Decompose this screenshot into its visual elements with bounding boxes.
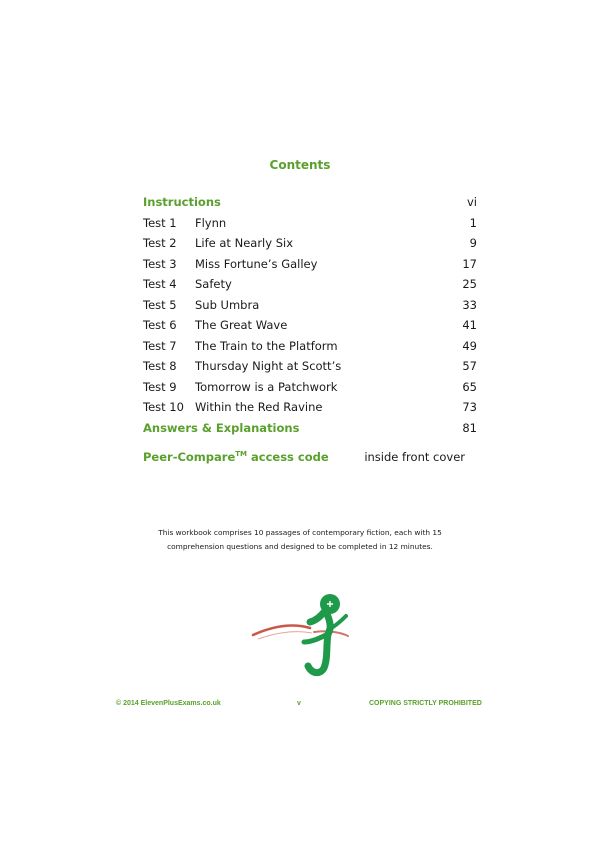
toc-test-number: Test 3 bbox=[143, 256, 177, 271]
footer-page-number: v bbox=[297, 700, 301, 707]
toc-test-title: The Great Wave bbox=[195, 318, 288, 332]
toc-test-row[interactable] bbox=[143, 276, 477, 297]
toc-test-title: Tomorrow is a Patchwork bbox=[195, 379, 338, 394]
footer-copying-notice: COPYING STRICTLY PROHIBITED bbox=[369, 700, 482, 707]
peer-compare-label: Peer-Compare™ access code bbox=[143, 450, 329, 464]
toc-test-title: Thursday Night at Scott’s bbox=[195, 359, 342, 373]
toc-test-title: Safety bbox=[195, 277, 232, 291]
toc-test-row[interactable] bbox=[143, 235, 477, 256]
toc-answers-page: 81 bbox=[462, 420, 477, 435]
table-of-contents bbox=[143, 194, 477, 440]
toc-test-title: Within the Red Ravine bbox=[195, 400, 323, 414]
trademark-mark: TM bbox=[235, 450, 248, 458]
toc-test-row[interactable] bbox=[143, 317, 477, 338]
workbook-note-line-2: comprehension questions and designed to be completed in 12 minutes. bbox=[167, 542, 433, 551]
page-title: Contents bbox=[269, 158, 331, 172]
toc-answers[interactable] bbox=[143, 420, 477, 441]
toc-test-row[interactable] bbox=[143, 358, 477, 379]
toc-test-row[interactable] bbox=[143, 256, 477, 277]
toc-test-number: Test 5 bbox=[143, 297, 177, 312]
toc-test-number: Test 1 bbox=[143, 215, 177, 230]
toc-test-number: Test 2 bbox=[143, 236, 177, 250]
toc-instructions-label: Instructions bbox=[143, 195, 221, 209]
toc-test-title: The Train to the Platform bbox=[195, 338, 338, 353]
toc-test-number: Test 7 bbox=[143, 338, 177, 353]
toc-instructions-page: vi bbox=[466, 195, 477, 209]
toc-test-page: 1 bbox=[469, 215, 477, 230]
toc-test-title: Sub Umbra bbox=[195, 297, 260, 312]
toc-test-page: 25 bbox=[462, 277, 477, 291]
peer-compare-location: inside front cover bbox=[364, 450, 465, 464]
toc-peer-compare[interactable] bbox=[143, 450, 477, 468]
toc-test-row[interactable] bbox=[143, 338, 477, 359]
toc-test-page: 17 bbox=[462, 256, 477, 271]
toc-test-title: Miss Fortune’s Galley bbox=[195, 256, 318, 271]
toc-test-page: 49 bbox=[462, 338, 477, 353]
toc-test-row[interactable] bbox=[143, 297, 477, 318]
toc-answers-label: Answers & Explanations bbox=[143, 420, 300, 435]
toc-test-page: 73 bbox=[462, 400, 477, 414]
runner-logo-icon bbox=[248, 590, 358, 680]
workbook-note bbox=[150, 526, 450, 554]
toc-test-number: Test 8 bbox=[143, 359, 177, 373]
footer-copyright: © 2014 ElevenPlusExams.co.uk bbox=[116, 700, 221, 707]
toc-test-title: Life at Nearly Six bbox=[195, 236, 294, 250]
toc-test-row[interactable] bbox=[143, 379, 477, 400]
toc-test-page: 65 bbox=[462, 379, 477, 394]
toc-test-title: Flynn bbox=[195, 215, 227, 230]
workbook-note-line-1: This workbook comprises 10 passages of contemporary fiction, each with 15 bbox=[158, 528, 442, 537]
toc-test-number: Test 10 bbox=[143, 400, 184, 414]
toc-test-number: Test 4 bbox=[143, 277, 177, 291]
toc-test-page: 41 bbox=[462, 318, 477, 332]
toc-test-number: Test 6 bbox=[143, 318, 177, 332]
toc-test-row[interactable] bbox=[143, 215, 477, 236]
toc-test-number: Test 9 bbox=[143, 379, 177, 394]
toc-test-page: 33 bbox=[462, 297, 477, 312]
toc-test-page: 57 bbox=[462, 359, 477, 373]
toc-instructions[interactable] bbox=[143, 194, 477, 215]
toc-test-page: 9 bbox=[469, 236, 477, 250]
toc-test-row[interactable] bbox=[143, 399, 477, 420]
